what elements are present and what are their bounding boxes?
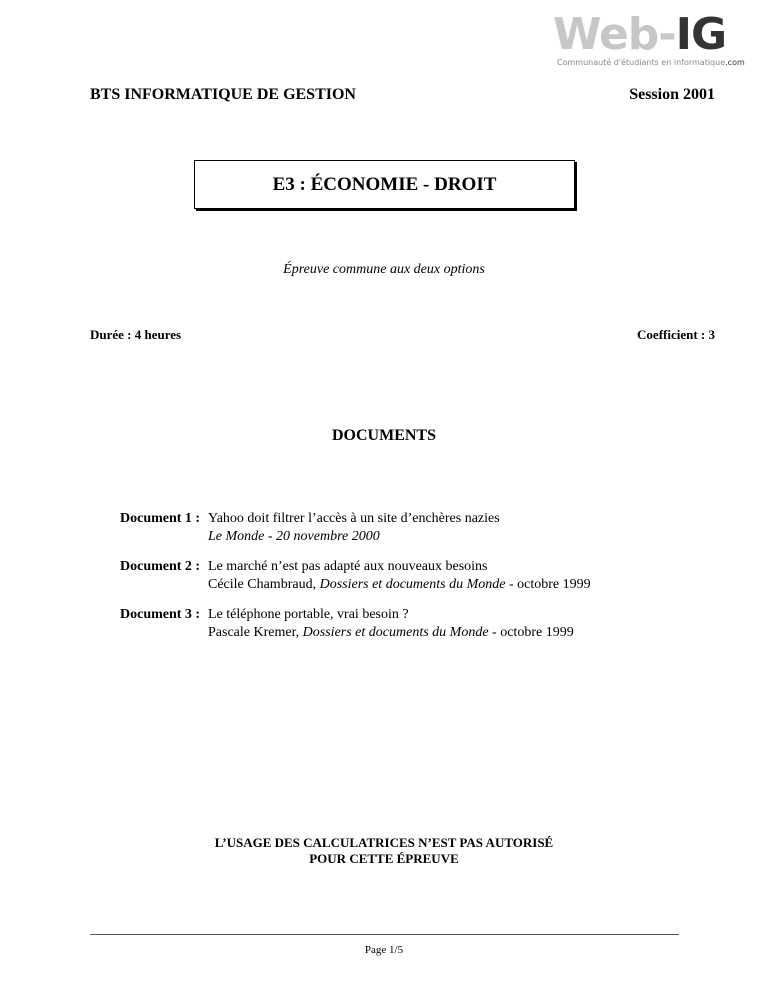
calculator-notice bbox=[0, 835, 768, 867]
document-title: Le marché n’est pas adapté aux nouveaux besoins bbox=[208, 559, 488, 574]
footer-divider bbox=[90, 934, 679, 935]
subject-box bbox=[194, 160, 575, 209]
document-source-line bbox=[120, 576, 591, 594]
web-ig-logo bbox=[553, 10, 750, 72]
document-label: Document 1 : bbox=[120, 511, 201, 526]
session-label: Session 2001 bbox=[629, 86, 715, 103]
logo-word-web: Web bbox=[553, 9, 659, 60]
document-label: Document 2 : bbox=[120, 559, 201, 574]
document-item bbox=[120, 606, 591, 642]
document-author: Pascale Kremer, bbox=[208, 625, 303, 640]
logo-tagline-text: Communauté d'étudiants en informatique bbox=[557, 58, 726, 67]
coefficient-label: Coefficient : 3 bbox=[637, 327, 715, 342]
document-item bbox=[120, 510, 591, 546]
document-label: Document 3 : bbox=[120, 607, 201, 622]
document-date: - octobre 1999 bbox=[488, 625, 574, 640]
page-number: Page 1/5 bbox=[364, 944, 404, 956]
document-item bbox=[120, 558, 591, 594]
documents-heading: DOCUMENTS bbox=[331, 427, 436, 444]
logo-tagline-suffix: .com bbox=[725, 58, 745, 67]
document-source: Le Monde - 20 novembre 2000 bbox=[208, 529, 380, 544]
exam-subtitle: Épreuve commune aux deux options bbox=[283, 262, 485, 277]
logo-dash: - bbox=[658, 9, 676, 60]
document-source-line bbox=[120, 528, 591, 546]
document-source: Dossiers et documents du Monde bbox=[302, 625, 489, 640]
document-source-line bbox=[120, 624, 591, 642]
document-author: Cécile Chambraud, bbox=[208, 577, 320, 592]
subject-title: E3 : ÉCONOMIE - DROIT bbox=[272, 173, 497, 195]
document-title: Le téléphone portable, vrai besoin ? bbox=[208, 607, 409, 622]
duration-label: Durée : 4 heures bbox=[90, 327, 182, 342]
calculator-notice-line1: L’USAGE DES CALCULATRICES N’EST PAS AUTORISÉ bbox=[214, 835, 554, 850]
document-source: Dossiers et documents du Monde bbox=[319, 577, 506, 592]
logo-tagline bbox=[557, 58, 745, 67]
document-title: Yahoo doit filtrer l’accès à un site d’enchères nazies bbox=[208, 511, 500, 526]
document-list bbox=[120, 510, 591, 654]
logo-wordmark bbox=[553, 10, 726, 60]
calculator-notice-line2: POUR CETTE ÉPREUVE bbox=[309, 851, 459, 866]
exam-title: BTS INFORMATIQUE DE GESTION bbox=[90, 86, 356, 103]
document-date: - octobre 1999 bbox=[505, 577, 591, 592]
logo-word-ig: IG bbox=[675, 9, 727, 60]
